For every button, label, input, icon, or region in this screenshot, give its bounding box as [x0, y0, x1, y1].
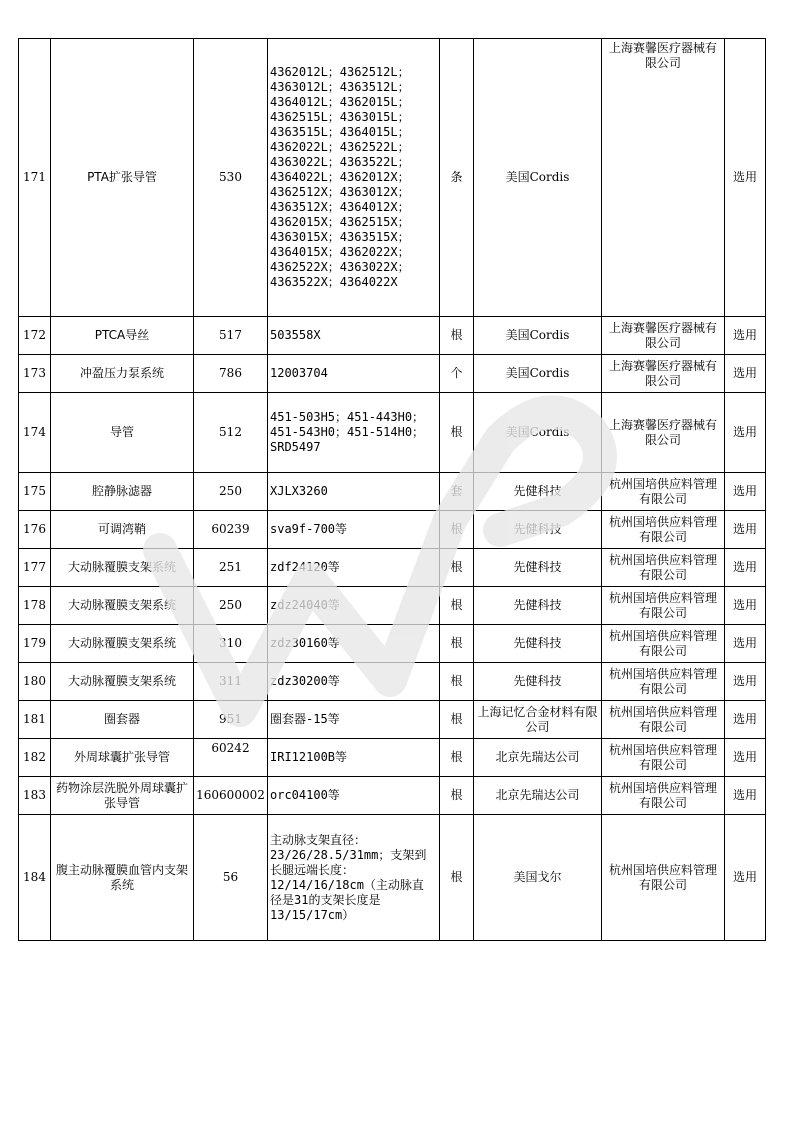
product-code: 60242	[194, 739, 268, 777]
manufacturer: 先健科技	[474, 625, 602, 663]
selection-type: 选用	[725, 355, 766, 393]
supplier: 杭州国培供应料管理有限公司	[602, 549, 725, 587]
spec-line: 4362015X；4362515X；	[270, 215, 410, 229]
table-row	[19, 777, 766, 815]
unit: 根	[440, 739, 474, 777]
table-row	[19, 701, 766, 739]
product-code: 160600002	[194, 777, 268, 815]
selection-type: 选用	[725, 739, 766, 777]
selection-type: 选用	[725, 701, 766, 739]
spec-line: 4362512X；4363012X；	[270, 185, 410, 199]
product-name: 腔静脉滤器	[51, 473, 194, 511]
supplier: 杭州国培供应料管理有限公司	[602, 511, 725, 549]
row-number: 175	[19, 473, 51, 511]
spec-line: XJLX3260	[270, 484, 328, 498]
spec-cell	[268, 625, 440, 663]
product-name: 腹主动脉覆膜血管内支架系统	[51, 815, 194, 941]
spec-line: 4362012L；4362512L；	[270, 65, 410, 79]
unit: 根	[440, 317, 474, 355]
table-body	[19, 39, 766, 941]
spec-line: 4363515L；4364015L；	[270, 125, 410, 139]
spec-line: 4363022L；4363522L；	[270, 155, 410, 169]
spec-line: sva9f-700等	[270, 522, 348, 536]
spec-line: 503558X	[270, 328, 321, 342]
supplier: 上海赛馨医疗器械有限公司	[602, 393, 725, 473]
selection-type: 选用	[725, 663, 766, 701]
spec-line: IRI12100B等	[270, 750, 348, 764]
product-code: 530	[194, 39, 268, 317]
row-number: 173	[19, 355, 51, 393]
supplier: 杭州国培供应料管理有限公司	[602, 739, 725, 777]
spec-cell	[268, 473, 440, 511]
supplier: 杭州国培供应料管理有限公司	[602, 473, 725, 511]
unit: 根	[440, 815, 474, 941]
row-number: 177	[19, 549, 51, 587]
product-name: PTCA导丝	[51, 317, 194, 355]
manufacturer: 先健科技	[474, 511, 602, 549]
row-number: 172	[19, 317, 51, 355]
spec-line: zdz24040等	[270, 598, 340, 612]
table-row	[19, 587, 766, 625]
product-code: 60239	[194, 511, 268, 549]
row-number: 176	[19, 511, 51, 549]
unit: 根	[440, 511, 474, 549]
product-code: 310	[194, 625, 268, 663]
spec-line: 4362515L；4363015L；	[270, 110, 410, 124]
table-row	[19, 39, 766, 317]
product-code: 512	[194, 393, 268, 473]
row-number: 179	[19, 625, 51, 663]
product-code: 250	[194, 473, 268, 511]
spec-line: 23/26/28.5/31mm；支架到	[270, 847, 427, 862]
manufacturer: 先健科技	[474, 473, 602, 511]
manufacturer: 先健科技	[474, 549, 602, 587]
spec-line: 4363012L；4363512L；	[270, 80, 410, 94]
product-code: 311	[194, 663, 268, 701]
spec-line: 4364015X；4362022X；	[270, 245, 410, 259]
unit: 根	[440, 549, 474, 587]
selection-type: 选用	[725, 815, 766, 941]
spec-line: 4364012L；4362015L；	[270, 95, 410, 109]
supplier: 上海赛馨医疗器械有限公司	[602, 39, 725, 317]
spec-line: 径是31的支架长度是	[270, 892, 381, 907]
spec-cell	[268, 701, 440, 739]
spec-line: 长腿远端长度：	[270, 862, 355, 877]
unit: 根	[440, 625, 474, 663]
row-number: 182	[19, 739, 51, 777]
spec-cell	[268, 393, 440, 473]
row-number: 178	[19, 587, 51, 625]
table-row	[19, 663, 766, 701]
selection-type: 选用	[725, 777, 766, 815]
unit: 根	[440, 777, 474, 815]
product-name: PTA扩张导管	[51, 39, 194, 317]
product-name: 大动脉覆膜支架系统	[51, 587, 194, 625]
spec-line: 451-543H0；451-514H0；	[270, 425, 425, 439]
spec-line: zdz30200等	[270, 674, 340, 688]
product-name: 冲盈压力泵系统	[51, 355, 194, 393]
spec-line: 圈套器-15等	[270, 712, 340, 726]
spec-cell	[268, 355, 440, 393]
supplier: 杭州国培供应料管理有限公司	[602, 701, 725, 739]
spec-line: SRD5497	[270, 440, 321, 454]
unit: 根	[440, 701, 474, 739]
manufacturer: 美国Cordis	[474, 355, 602, 393]
product-table	[18, 38, 766, 941]
selection-type: 选用	[725, 393, 766, 473]
spec-cell	[268, 511, 440, 549]
spec-line: 4362022L；4362522L；	[270, 140, 410, 154]
selection-type: 选用	[725, 625, 766, 663]
table-row	[19, 511, 766, 549]
spec-cell	[268, 587, 440, 625]
supplier: 上海赛馨医疗器械有限公司	[602, 317, 725, 355]
spec-line: 主动脉支架直径：	[270, 832, 367, 847]
row-number: 181	[19, 701, 51, 739]
manufacturer: 先健科技	[474, 587, 602, 625]
supplier: 杭州国培供应料管理有限公司	[602, 815, 725, 941]
spec-cell	[268, 815, 440, 941]
unit: 根	[440, 663, 474, 701]
product-code: 56	[194, 815, 268, 941]
product-code: 786	[194, 355, 268, 393]
spec-cell	[268, 317, 440, 355]
manufacturer: 上海记忆合金材料有限公司	[474, 701, 602, 739]
spec-line: zdf24120等	[270, 560, 340, 574]
unit: 根	[440, 587, 474, 625]
manufacturer: 北京先瑞达公司	[474, 739, 602, 777]
row-number: 174	[19, 393, 51, 473]
spec-line: 4363512X；4364012X；	[270, 200, 410, 214]
product-code: 951	[194, 701, 268, 739]
table-row	[19, 815, 766, 941]
spec-cell	[268, 39, 440, 317]
row-number: 171	[19, 39, 51, 317]
table-row	[19, 393, 766, 473]
spec-line: orc04100等	[270, 788, 340, 802]
selection-type: 选用	[725, 317, 766, 355]
manufacturer: 先健科技	[474, 663, 602, 701]
spec-line: 12003704	[270, 366, 328, 380]
spec-line: zdz30160等	[270, 636, 340, 650]
product-code: 250	[194, 587, 268, 625]
spec-line: 13/15/17cm）	[270, 907, 355, 922]
spec-line: 4363522X；4364022X	[270, 275, 398, 289]
supplier: 杭州国培供应料管理有限公司	[602, 663, 725, 701]
table-row	[19, 317, 766, 355]
product-name: 大动脉覆膜支架系统	[51, 663, 194, 701]
spec-cell	[268, 777, 440, 815]
manufacturer: 美国Cordis	[474, 393, 602, 473]
product-code: 251	[194, 549, 268, 587]
product-name: 大动脉覆膜支架系统	[51, 625, 194, 663]
selection-type: 选用	[725, 39, 766, 317]
manufacturer: 美国戈尔	[474, 815, 602, 941]
manufacturer: 美国Cordis	[474, 39, 602, 317]
product-name: 大动脉覆膜支架系统	[51, 549, 194, 587]
unit: 条	[440, 39, 474, 317]
spec-line: 4363015X；4363515X；	[270, 230, 410, 244]
manufacturer: 北京先瑞达公司	[474, 777, 602, 815]
manufacturer: 美国Cordis	[474, 317, 602, 355]
spec-cell	[268, 663, 440, 701]
selection-type: 选用	[725, 549, 766, 587]
product-name: 导管	[51, 393, 194, 473]
table-row	[19, 473, 766, 511]
product-name: 外周球囊扩张导管	[51, 739, 194, 777]
supplier: 上海赛馨医疗器械有限公司	[602, 355, 725, 393]
spec-line: 451-503H5；451-443H0；	[270, 410, 425, 424]
selection-type: 选用	[725, 473, 766, 511]
row-number: 184	[19, 815, 51, 941]
spec-line: 12/14/16/18cm（主动脉直	[270, 877, 424, 892]
supplier: 杭州国培供应料管理有限公司	[602, 777, 725, 815]
table-row	[19, 355, 766, 393]
supplier: 杭州国培供应料管理有限公司	[602, 587, 725, 625]
spec-cell	[268, 549, 440, 587]
spec-line: 4364022L；4362012X；	[270, 170, 410, 184]
unit: 套	[440, 473, 474, 511]
selection-type: 选用	[725, 511, 766, 549]
product-name: 可调湾鞘	[51, 511, 194, 549]
table-row	[19, 549, 766, 587]
selection-type: 选用	[725, 587, 766, 625]
spec-line: 4362522X；4363022X；	[270, 260, 410, 274]
product-name: 药物涂层洗脱外周球囊扩张导管	[51, 777, 194, 815]
row-number: 183	[19, 777, 51, 815]
unit: 个	[440, 355, 474, 393]
spec-cell	[268, 739, 440, 777]
supplier: 杭州国培供应料管理有限公司	[602, 625, 725, 663]
row-number: 180	[19, 663, 51, 701]
table-row	[19, 739, 766, 777]
table-row	[19, 625, 766, 663]
unit: 根	[440, 393, 474, 473]
product-name: 圈套器	[51, 701, 194, 739]
product-code: 517	[194, 317, 268, 355]
